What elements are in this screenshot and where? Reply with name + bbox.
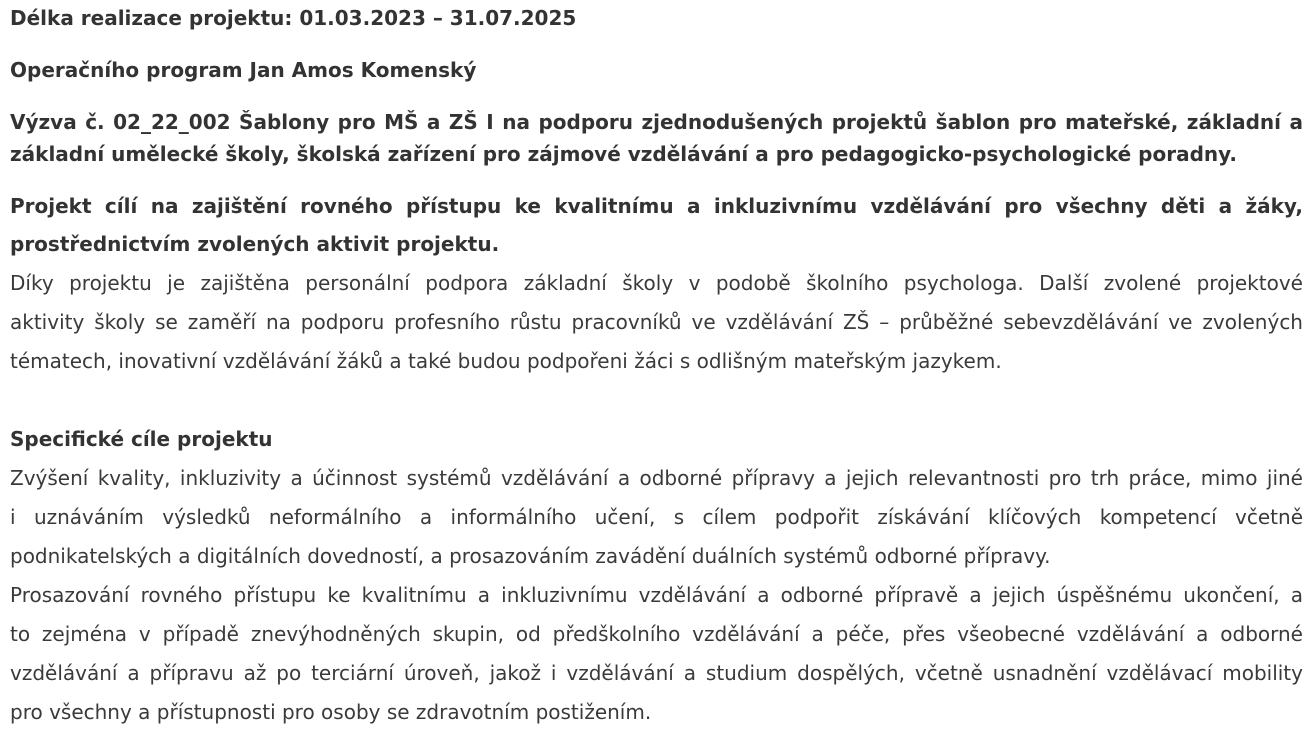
description-line-3: tématech, inovativní vzdělávání žáků a také budou podpořeni žáci s odlišným mateřským jazykem.	[10, 349, 1002, 373]
goal-line-1: Projekt cílí na zajištění rovného přístupu ke kvalitnímu a inkluzivnímu vzdělávání pro všechny děti a žáky,	[10, 194, 1303, 218]
project-duration: Délka realizace projektu: 01.03.2023 – 31.07.2025	[10, 6, 577, 30]
specific-p1-line-3: podnikatelských a digitálních dovedností, a prosazováním zavádění duálních systémů odborné přípravy.	[10, 544, 1051, 568]
call-line-1: Výzva č. 02_22_002 Šablony pro MŠ a ZŠ I na podporu zjednodušených projektů šablon pro mateřské, základní a	[10, 110, 1303, 134]
specific-p1-line-2: i uznáváním výsledků neformálního a informálního učení, s cílem podpořit získávání klíčových kompetencí včetně	[10, 505, 1303, 529]
specific-p2-line-2: to zejména v případě znevýhodněných skupin, od předškolního vzdělávání a péče, přes všeobecné vzdělávání a odborné	[10, 622, 1303, 646]
specific-goals-heading: Specifické cíle projektu	[10, 427, 273, 451]
specific-p2-line-4: pro všechny a přístupnosti pro osoby se zdravotním postižením.	[10, 700, 652, 724]
specific-p2-line-1: Prosazování rovného přístupu ke kvalitnímu a inkluzivnímu vzdělávání a odborné přípravě a jejich úspěšnému ukončení, a	[10, 583, 1303, 607]
goal-line-2: prostřednictvím zvolených aktivit projektu.	[10, 232, 500, 256]
specific-p2-line-3: vzdělávání a přípravu až po terciární úroveň, jakož i vzdělávání a studium dospělých, včetně usnadnění vzdělávací mobility	[10, 661, 1303, 685]
description-line-2: aktivity školy se zaměří na podporu profesního růstu pracovníků ve vzdělávání ZŠ – průběžné sebevzdělávání ve zvolených	[10, 310, 1303, 334]
call-line-2: základní umělecké školy, školská zařízení pro zájmové vzdělávání a pro pedagogicko-psychologické poradny.	[10, 142, 1237, 166]
description-line-1: Díky projektu je zajištěna personální podpora základní školy v podobě školního psychologa. Další zvolené projektové	[10, 271, 1303, 295]
specific-p1-line-1: Zvýšení kvality, inkluzivity a účinnost systémů vzdělávání a odborné přípravy a jejich relevantnosti pro trh práce, mimo jiné	[10, 466, 1303, 490]
program-name: Operačního program Jan Amos Komenský	[10, 58, 477, 82]
